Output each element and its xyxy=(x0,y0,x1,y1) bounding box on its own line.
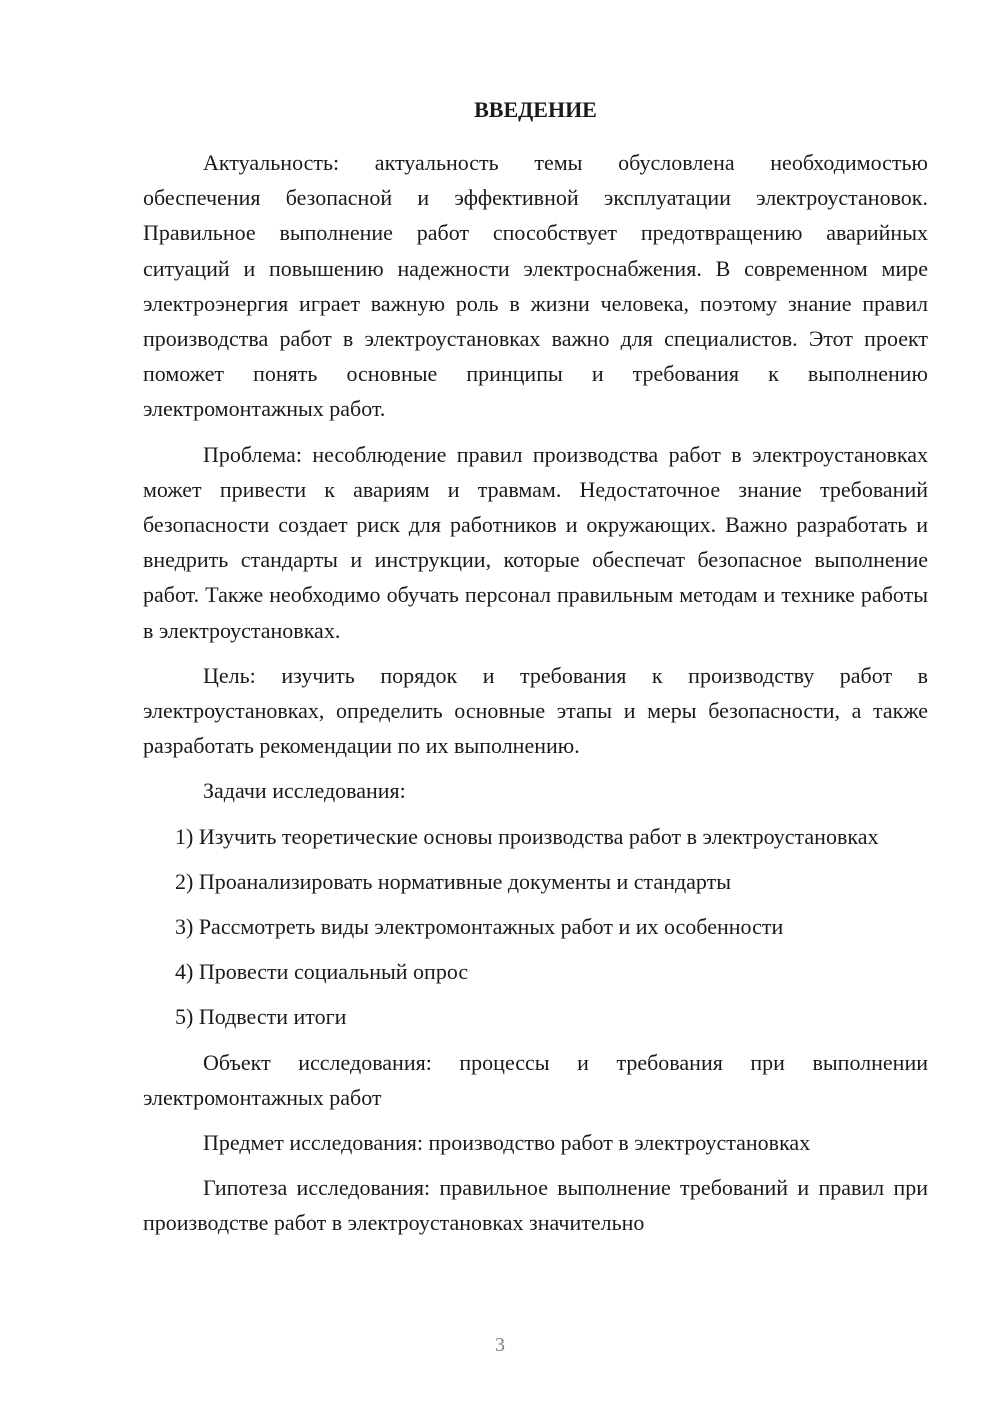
paragraph-hypothesis: Гипотеза исследования: правильное выполнение требований и правил при производстве работ в электроустановках значительно xyxy=(143,1175,928,1236)
paragraph-tasks-heading: Задачи исследования: xyxy=(203,778,406,804)
paragraph-goal: Цель: изучить порядок и требования к производству работ в электроустановках, определить основные этапы и меры безопасности, а также разработать рекомендации по их выполнению. xyxy=(143,662,928,759)
section-title: ВВЕДЕНИЕ xyxy=(474,97,597,122)
document-body xyxy=(143,95,928,1241)
page-number: 3 xyxy=(495,1334,505,1356)
task-item-1: 1) Изучить теоретические основы производства работ в электроустановках xyxy=(175,823,879,849)
paragraph-problem: Проблема: несоблюдение правил производства работ в электроустановках может привести к авариям и травмам. Недостаточное знание требований безопасности создает риск для работников и окружающих. Важно разработать и внедрить стандарты и инструкции, которые обеспечат безопасное выполнение работ. Также необходимо обучать персонал правильным методам и технике работы в электроустановках. xyxy=(143,441,928,643)
paragraph-relevance: Актуальность: актуальность темы обусловлена необходимостью обеспечения безопасной и эффективной эксплуатации электроустановок. Правильное выполнение работ способствует предотвращению аварийных ситуаций и повышению надежности электроснабжения. В современном мире электроэнергия играет важную роль в жизни человека, поэтому знание правил производства работ в электроустановках важно для специалистов. Этот проект поможет понять основные принципы и требования к выполнению электромонтажных работ. xyxy=(143,150,928,422)
task-item-3: 3) Рассмотреть виды электромонтажных работ и их особенности xyxy=(175,914,784,940)
task-item-5: 5) Подвести итоги xyxy=(175,1004,347,1030)
paragraph-subject: Предмет исследования: производство работ в электроустановках xyxy=(203,1130,811,1156)
task-item-4: 4) Провести социальный опрос xyxy=(175,959,469,985)
task-item-2: 2) Проанализировать нормативные документы и стандарты xyxy=(175,868,732,894)
title-wrap xyxy=(143,95,928,145)
paragraph-object: Объект исследования: процессы и требования при выполнении электромонтажных работ xyxy=(143,1049,928,1110)
